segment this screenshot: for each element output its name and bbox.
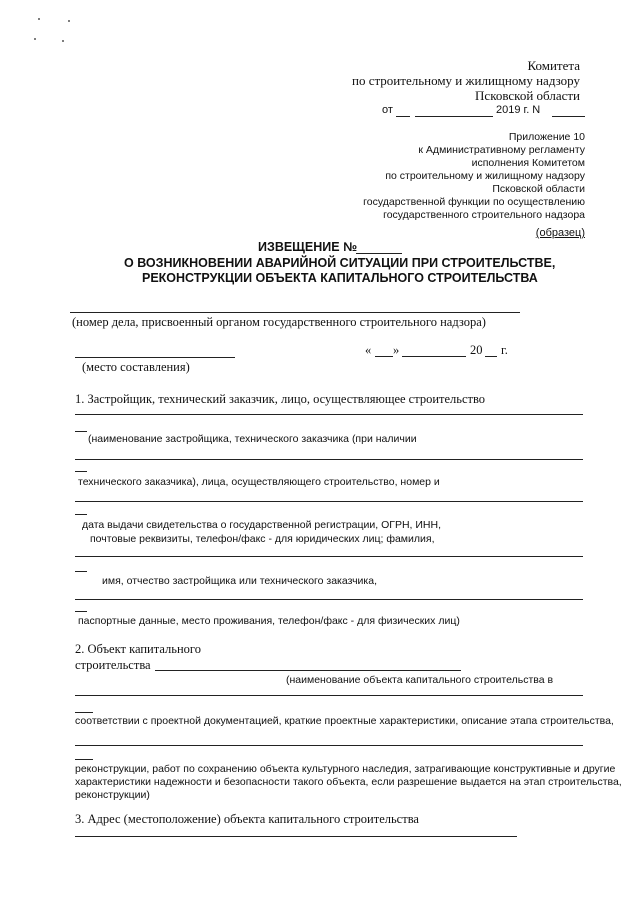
section-1-line-3 <box>75 501 583 502</box>
header-month-blank <box>415 116 493 117</box>
section-2-caption-2: соответствии с проектной документацией, краткие проектные характеристики, описание этапа строительства, <box>75 715 614 727</box>
section-2-heading-line-1: 2. Объект капитального <box>75 642 201 656</box>
place-line <box>75 357 235 358</box>
date-year-prefix: 20 <box>470 343 483 357</box>
section-3-heading: 3. Адрес (местоположение) объекта капитального строительства <box>75 812 419 826</box>
section-3-line-1 <box>75 836 517 837</box>
section-1-line-1 <box>75 414 583 415</box>
appendix-line-5: Псковской области <box>492 183 585 195</box>
scan-speck <box>34 38 36 40</box>
title-line-1: ИЗВЕЩЕНИЕ № <box>258 240 358 254</box>
scan-speck <box>62 40 64 42</box>
case-number-line <box>70 312 520 313</box>
section-2-caption-3c: реконструкции) <box>75 789 150 801</box>
date-year-suffix: г. <box>501 343 508 357</box>
date-month-blank <box>402 356 466 357</box>
section-1-dash-1 <box>75 431 87 432</box>
section-1-caption-4: имя, отчество застройщика или технического заказчика, <box>102 575 377 587</box>
section-1-line-4 <box>75 556 583 557</box>
header-number-blank <box>552 116 585 117</box>
header-line-3: Псковской области <box>475 88 580 103</box>
section-2-caption-3a: реконструкции, работ по сохранению объекта культурного наследия, затрагивающие конструктивные и другие <box>75 763 616 775</box>
section-2-dash-2 <box>75 759 93 760</box>
appendix-line-2: к Административному регламенту <box>418 144 585 156</box>
section-2-heading-line-2: строительства <box>75 658 151 672</box>
section-1-caption-2: технического заказчика), лица, осуществляющего строительство, номер и <box>78 476 440 488</box>
date-open-quote: « <box>365 343 372 357</box>
date-close-quote: » <box>393 343 400 357</box>
date-day-blank <box>375 356 393 357</box>
date-year-blank <box>485 356 497 357</box>
section-2-dash-1 <box>75 712 93 713</box>
section-2-line-2 <box>75 745 583 746</box>
section-1-caption-5: паспортные данные, место проживания, телефон/факс - для физических лиц) <box>78 615 460 627</box>
appendix-line-4: по строительному и жилищному надзору <box>385 170 585 182</box>
appendix-line-6: государственной функции по осуществлению <box>363 196 585 208</box>
header-line-2: по строительному и жилищному надзору <box>351 73 580 88</box>
title-number-blank <box>356 253 402 254</box>
section-2-caption-1: (наименование объекта капитального строительства в <box>286 674 554 686</box>
case-number-caption: (номер дела, присвоенный органом государственного строительного надзора) <box>72 315 486 329</box>
title-line-3: РЕКОНСТРУКЦИИ ОБЪЕКТА КАПИТАЛЬНОГО СТРОИТЕЛЬСТВА <box>142 271 538 285</box>
section-2-caption-3b: характеристики надежности и безопасности такого объекта, если разрешение выдается на этап строительства, <box>75 776 622 788</box>
appendix-line-3: исполнения Комитетом <box>471 157 585 169</box>
scan-speck <box>38 18 40 20</box>
section-1-dash-2 <box>75 471 87 472</box>
section-1-line-5 <box>75 599 583 600</box>
scan-speck <box>68 20 70 22</box>
sample-label: (образец) <box>535 227 585 239</box>
header-line-1: Комитета <box>527 58 580 73</box>
section-1-line-2 <box>75 459 583 460</box>
section-1-dash-5 <box>75 611 87 612</box>
header-year-text: 2019 г. N <box>496 104 541 116</box>
section-1-heading: 1. Застройщик, технический заказчик, лицо, осуществляющее строительство <box>75 392 486 406</box>
section-2-name-line <box>155 670 461 671</box>
header-from-label: от <box>382 104 393 116</box>
section-1-dash-4 <box>75 571 87 572</box>
section-1-caption-3b: почтовые реквизиты, телефон/факс - для юридических лиц; фамилия, <box>90 533 435 545</box>
appendix-line-1: Приложение 10 <box>508 131 585 143</box>
section-2-line-1 <box>75 695 583 696</box>
section-1-caption-1: (наименование застройщика, технического заказчика (при наличии <box>88 433 417 445</box>
place-caption: (место составления) <box>82 360 190 374</box>
header-day-blank <box>396 116 410 117</box>
title-line-2: О ВОЗНИКНОВЕНИИ АВАРИЙНОЙ СИТУАЦИИ ПРИ СТРОИТЕЛЬСТВЕ, <box>124 256 556 270</box>
appendix-line-7: государственного строительного надзора <box>383 209 585 221</box>
section-1-dash-3 <box>75 514 87 515</box>
section-1-caption-3a: дата выдачи свидетельства о государственной регистрации, ОГРН, ИНН, <box>82 519 441 531</box>
